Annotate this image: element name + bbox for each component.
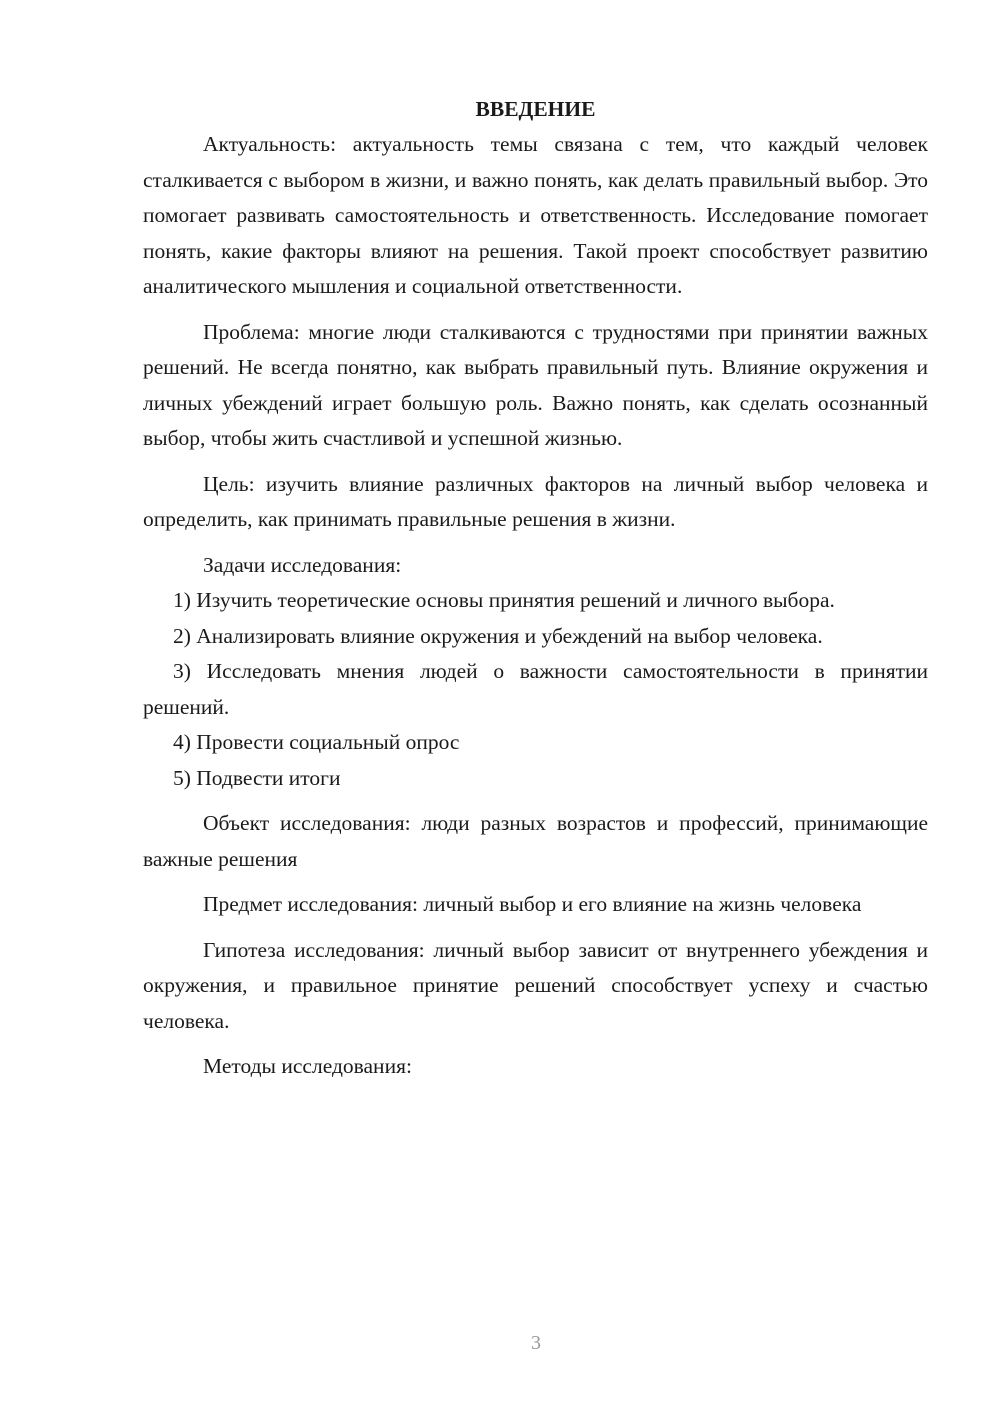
problem-paragraph: Проблема: многие люди сталкиваются с трудностями при принятии важных решений. Не всегда понятно, как выбрать правильный путь. Влияние окружения и личных убеждений играет большую роль. Важно понять, как сделать осознанный выбор, чтобы жить счастливой и успешной жизнью. (143, 319, 928, 450)
list-item: 1) Изучить теоретические основы принятия решений и личного выбора. (173, 588, 835, 612)
document-page (143, 92, 928, 1085)
page-number: 3 (531, 1332, 541, 1354)
list-item: 2) Анализировать влияние окружения и убеждений на выбор человека. (173, 623, 823, 648)
object-paragraph: Объект исследования: люди разных возрастов и профессий, принимающие важные решения (143, 811, 928, 871)
relevance-paragraph: Актуальность: актуальность темы связана с тем, что каждый человек сталкивается с выбором в жизни, и важно понять, как делать правильный выбор. Это помогает развивать самостоятельность и ответственность. Исследование помогает понять, какие факторы влияют на решения. Такой проект способствует развитию аналитического мышления и социальной ответственности. (143, 132, 928, 298)
hypothesis-paragraph: Гипотеза исследования: личный выбор зависит от внутреннего убеждения и окружения, и правильное принятие решений способствует успеху и счастью человека. (143, 937, 928, 1033)
tasks-heading: Задачи исследования: (203, 552, 402, 577)
methods-heading: Методы исследования: (203, 1054, 412, 1078)
tasks-list (143, 583, 928, 796)
page-title: ВВЕДЕНИЕ (475, 97, 596, 121)
goal-paragraph: Цель: изучить влияние различных факторов на личный выбор человека и определить, как принимать правильные решения в жизни. (143, 471, 928, 531)
subject-paragraph: Предмет исследования: личный выбор и его влияние на жизнь человека (203, 892, 862, 916)
list-item: 4) Провести социальный опрос (173, 730, 460, 754)
list-item: 3) Исследовать мнения людей о важности самостоятельности в принятии решений. (143, 659, 928, 719)
list-item: 5) Подвести итоги (173, 765, 341, 790)
